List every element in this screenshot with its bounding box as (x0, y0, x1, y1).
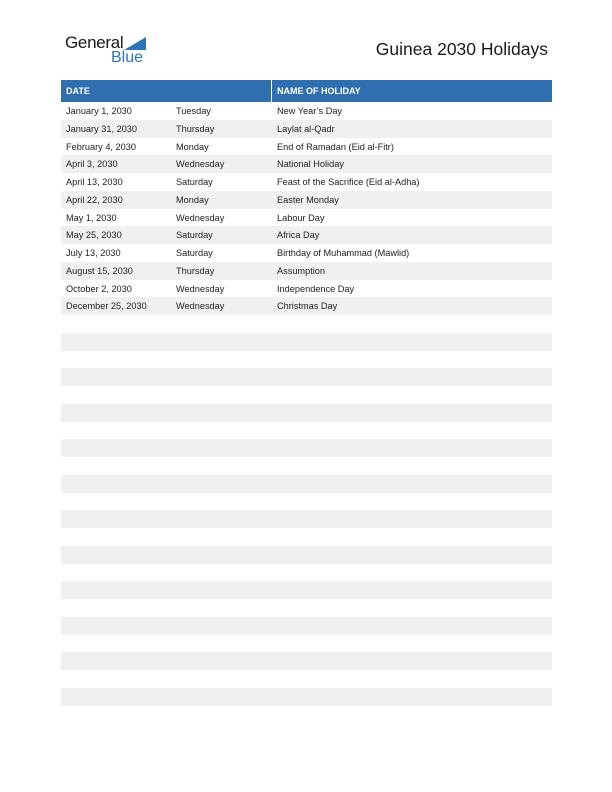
table-row (61, 226, 552, 244)
table-row (61, 262, 552, 280)
table-row (61, 280, 552, 298)
cell-day: Thursday (176, 123, 215, 134)
table-row (61, 439, 552, 457)
cell-holiday-name: Assumption (277, 265, 326, 276)
table-row (61, 138, 552, 156)
cell-date: July 13, 2030 (66, 248, 121, 258)
cell-day: Thursday (176, 265, 215, 276)
table-row (61, 351, 552, 369)
cell-day: Wednesday (176, 212, 225, 223)
table-row (61, 386, 552, 404)
table-row (61, 528, 552, 546)
table-row (61, 297, 552, 315)
table-row (61, 493, 552, 511)
cell-holiday-name: Independence Day (277, 283, 355, 294)
cell-date: April 13, 2030 (66, 177, 123, 187)
cell-holiday-name: Africa Day (277, 230, 320, 241)
table-row (61, 155, 552, 173)
table-row (61, 670, 552, 688)
table-row (61, 191, 552, 209)
cell-holiday-name: Birthday of Muhammad (Mawlid) (277, 248, 410, 258)
table-row (61, 688, 552, 706)
cell-holiday-name: Laylat al-Qadr (277, 123, 335, 134)
table-row (61, 510, 552, 528)
cell-day: Wednesday (176, 283, 225, 294)
cell-date: April 3, 2030 (66, 159, 118, 170)
cell-holiday-name: Feast of the Sacrifice (Eid al-Adha) (277, 177, 420, 187)
header-divider (271, 80, 272, 102)
table-row (61, 581, 552, 599)
table-row (61, 173, 552, 191)
table-row (61, 564, 552, 582)
logo-general-text: General (65, 33, 124, 52)
cell-date: April 22, 2030 (66, 194, 123, 205)
cell-holiday-name: New Year’s Day (277, 106, 343, 116)
cell-date: August 15, 2030 (66, 265, 133, 276)
table-row (61, 333, 552, 351)
table-row (61, 368, 552, 386)
table-row (61, 617, 552, 635)
cell-day: Monday (176, 194, 209, 205)
table-row (61, 706, 552, 724)
header-date: DATE (66, 86, 90, 96)
cell-holiday-name: End of Ramadan (Eid al-Fitr) (277, 141, 394, 152)
cell-date: October 2, 2030 (66, 283, 132, 294)
cell-holiday-name: Easter Monday (277, 194, 339, 205)
table-row (61, 457, 552, 475)
generalblue-logo (65, 33, 165, 69)
table-row (61, 315, 552, 333)
cell-day: Saturday (176, 248, 213, 258)
logo-blue-text: Blue (111, 49, 144, 66)
cell-day: Saturday (176, 230, 213, 241)
table-row (61, 404, 552, 422)
table-row (61, 209, 552, 227)
table-row (61, 635, 552, 653)
cell-holiday-name: Christmas Day (277, 301, 338, 312)
cell-holiday-name: National Holiday (277, 159, 344, 170)
table-row (61, 244, 552, 262)
table-row (61, 102, 552, 120)
table-row (61, 599, 552, 617)
cell-day: Monday (176, 141, 209, 152)
table-row (61, 120, 552, 138)
table-header (61, 80, 552, 102)
cell-day: Wednesday (176, 301, 225, 312)
table-body (61, 102, 552, 723)
cell-holiday-name: Labour Day (277, 212, 325, 223)
cell-day: Wednesday (176, 159, 225, 170)
table-row (61, 652, 552, 670)
table-row (61, 546, 552, 564)
header-holiday-name: NAME OF HOLIDAY (277, 86, 361, 96)
cell-date: January 31, 2030 (66, 123, 138, 134)
table-row (61, 422, 552, 440)
table-row (61, 475, 552, 493)
page-title: Guinea 2030 Holidays (375, 39, 548, 59)
cell-date: May 1, 2030 (66, 212, 117, 223)
cell-date: December 25, 2030 (66, 301, 147, 312)
cell-day: Saturday (176, 177, 213, 187)
holidays-table (61, 80, 552, 723)
cell-date: May 25, 2030 (66, 230, 122, 241)
cell-date: January 1, 2030 (66, 106, 132, 116)
cell-date: February 4, 2030 (66, 141, 136, 152)
cell-day: Tuesday (176, 106, 211, 116)
